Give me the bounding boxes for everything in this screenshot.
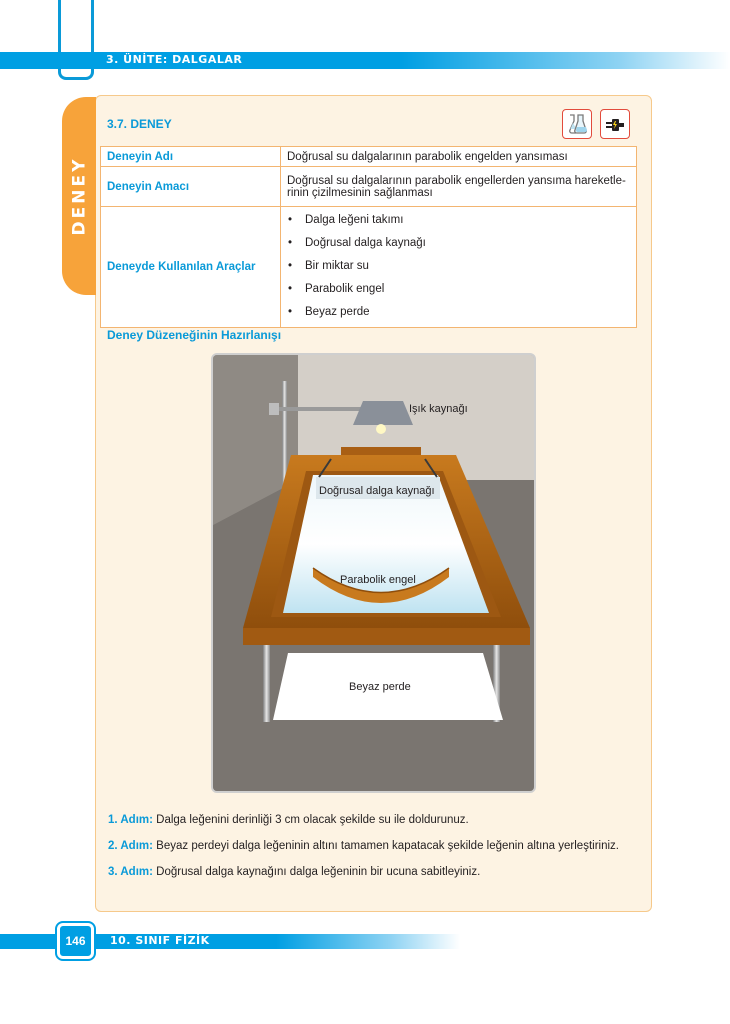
label-white-screen: Beyaz perde bbox=[349, 681, 411, 693]
unit-title: 3. ÜNİTE: DALGALAR bbox=[106, 53, 243, 66]
book-title: 10. SINIF FİZİK bbox=[110, 934, 210, 947]
tools-list bbox=[287, 212, 630, 327]
row-value: Doğrusal su dalgalarının parabolik engelden yansıması bbox=[281, 147, 637, 167]
step-text: Dalga leğenini derinliği 3 cm olacak şekilde su ile doldurunuz. bbox=[156, 814, 469, 826]
experiment-title: 3.7. DENEY bbox=[107, 117, 172, 131]
table-row bbox=[101, 147, 637, 167]
step-2 bbox=[108, 840, 619, 852]
step-number: 2. Adım: bbox=[108, 840, 153, 852]
page-number: 146 bbox=[57, 923, 94, 959]
purpose-line-1: Doğrusal su dalgalarının parabolik engellerden yansıma hareketle- bbox=[287, 174, 626, 187]
row-value bbox=[281, 167, 637, 207]
table-row bbox=[101, 167, 637, 207]
row-label: Deneyde Kullanılan Araçlar bbox=[101, 207, 281, 328]
step-text: Beyaz perdeyi dalga leğeninin altını tamamen kapatacak şekilde leğenin altına yerleştiriniz. bbox=[156, 840, 619, 852]
row-label: Deneyin Adı bbox=[101, 147, 281, 167]
list-item: • Bir miktar su bbox=[287, 258, 630, 281]
list-item: • Doğrusal dalga kaynağı bbox=[287, 235, 630, 258]
list-item: • Beyaz perde bbox=[287, 304, 630, 327]
row-value bbox=[281, 207, 637, 328]
step-number: 3. Adım: bbox=[108, 866, 153, 878]
step-3 bbox=[108, 866, 480, 878]
row-label: Deneyin Amacı bbox=[101, 167, 281, 207]
label-light-source: Işık kaynağı bbox=[409, 403, 468, 415]
setup-title: Deney Düzeneğinin Hazırlanışı bbox=[107, 328, 282, 342]
list-item: • Dalga leğeni takımı bbox=[287, 212, 630, 235]
step-text: Doğrusal dalga kaynağını dalga leğeninin bir ucuna sabitleyiniz. bbox=[156, 866, 481, 878]
step-number: 1. Adım: bbox=[108, 814, 153, 826]
purpose-line-2: rinin çizilmesinin sağlanması bbox=[287, 186, 433, 199]
step-1 bbox=[108, 814, 469, 826]
plug-icon bbox=[600, 109, 630, 139]
label-wave-source: Doğrusal dalga kaynağı bbox=[319, 485, 435, 497]
side-tab-label: DENEY bbox=[69, 156, 89, 236]
side-tab-label-wrap bbox=[62, 97, 96, 295]
experiment-info-table bbox=[100, 146, 637, 328]
setup-illustration bbox=[211, 353, 536, 793]
table-row bbox=[101, 207, 637, 328]
list-item: • Parabolik engel bbox=[287, 281, 630, 304]
flask-icon bbox=[562, 109, 592, 139]
label-parabolic-barrier: Parabolik engel bbox=[340, 574, 416, 586]
